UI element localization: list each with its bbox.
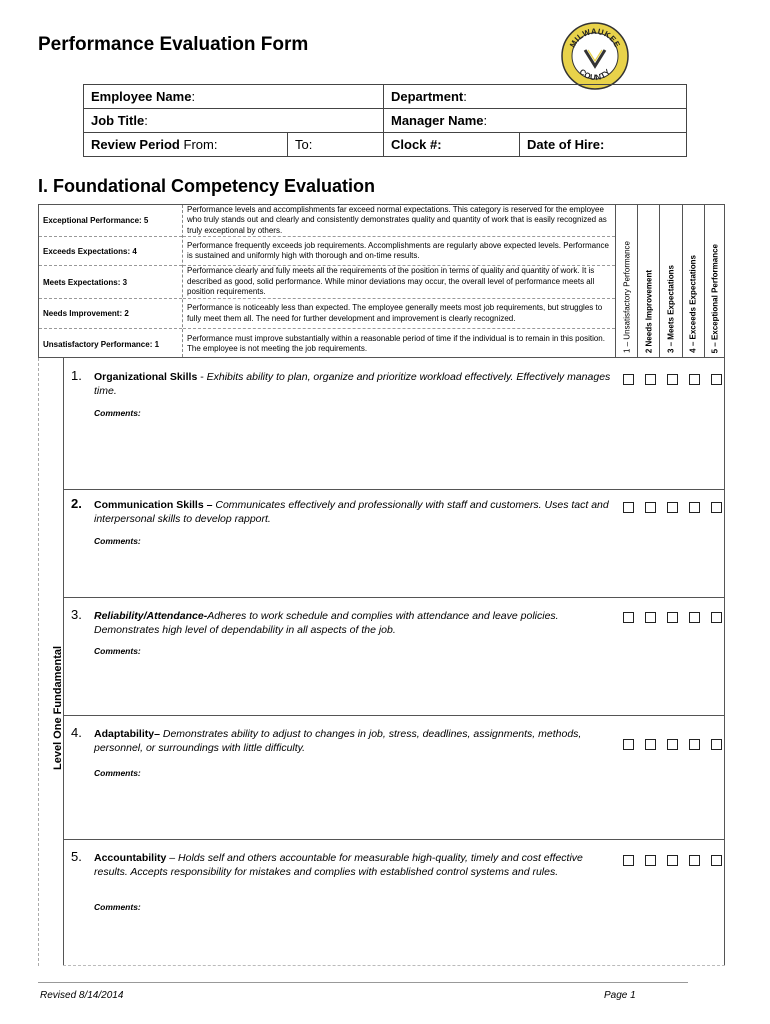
rating-checkbox-4[interactable] xyxy=(689,502,700,513)
rating-description: Performance clearly and fully meets all the requirements of the position in terms of quality and quantity of work. It is described as good, solid performance. While minor deviations may occur, the overall level of performance meets all position requirements. xyxy=(183,266,615,299)
rating-checkbox-5[interactable] xyxy=(711,612,722,623)
rating-checkbox-2[interactable] xyxy=(645,739,656,750)
review-period-from-cell[interactable]: Review Period From: xyxy=(84,133,288,157)
rating-checkbox-1[interactable] xyxy=(623,502,634,513)
manager-name-cell[interactable]: Manager Name: xyxy=(384,109,687,133)
rating-checkbox-3[interactable] xyxy=(667,739,678,750)
rating-column-4: 4 – Exceeds Expectations xyxy=(682,205,704,357)
rating-column-5: 5 – Exceptional Performance xyxy=(704,205,726,357)
rating-checkbox-4[interactable] xyxy=(689,855,700,866)
rating-label: Meets Expectations: 3 xyxy=(39,266,182,299)
revision-date: Revised 8/14/2014 xyxy=(40,990,124,1001)
page-number: Page 1 xyxy=(604,990,636,1001)
rating-checkboxes xyxy=(623,855,722,866)
form-title: Performance Evaluation Form xyxy=(38,34,309,55)
competency-text: Communication Skills – Communicates effectively and professionally with staff and customers. Uses tact and interpersonal skills to develop rapport. xyxy=(94,499,609,525)
rating-label: Unsatisfactory Performance: 1 xyxy=(43,339,160,349)
rating-checkbox-3[interactable] xyxy=(667,502,678,513)
rating-checkbox-5[interactable] xyxy=(711,374,722,385)
rating-checkboxes xyxy=(623,502,722,513)
footer-divider xyxy=(38,982,688,983)
rating-checkbox-3[interactable] xyxy=(667,855,678,866)
rating-checkbox-5[interactable] xyxy=(711,502,722,513)
rating-checkbox-2[interactable] xyxy=(645,612,656,623)
rating-checkbox-5[interactable] xyxy=(711,855,722,866)
seal-bottom-text: COUNTY xyxy=(577,67,613,83)
seal-top-text: MILWAUKEE xyxy=(568,26,622,50)
rating-checkbox-2[interactable] xyxy=(645,374,656,385)
milwaukee-county-seal xyxy=(561,22,629,90)
job-title-cell[interactable]: Job Title: xyxy=(84,109,384,133)
rating-column-3: 3 – Meets Expectations xyxy=(659,205,681,357)
rating-checkboxes xyxy=(623,612,722,623)
rating-checkbox-1[interactable] xyxy=(623,374,634,385)
section-title: I. Foundational Competency Evaluation xyxy=(38,176,376,196)
rating-label: Needs Improvement: 2 xyxy=(39,299,182,329)
rating-description: Performance levels and accomplishments far exceed normal expectations. This category is reserved for the employee who truly stands out and clearly and consistently demonstrates quality and quantity of work that is easily recognized as truly exceptional by others. xyxy=(183,205,615,237)
rating-legend xyxy=(38,204,725,358)
rating-label: Exceeds Expectations: 4 xyxy=(39,237,182,266)
rating-description: Performance is noticeably less than expected. The employee generally meets most job requirements, but struggles to fully meet them all. The need for further development and improvement is clearly recognized. xyxy=(183,299,615,329)
department-cell[interactable]: Department: xyxy=(384,85,687,109)
rating-checkbox-5[interactable] xyxy=(711,739,722,750)
rating-checkbox-3[interactable] xyxy=(667,612,678,623)
comments-label: Comments: xyxy=(94,768,141,778)
employee-info-table xyxy=(83,84,687,157)
competency-item-5: 5. Accountability – Holds self and others accountable for measurable high-quality, timely and cost effective results. Accepts responsibility for mistakes and complies with established control systems and rules. Comments: xyxy=(63,840,725,966)
competency-text: Reliability/Attendance-Adheres to work schedule and complies with attendance and leave policies. Demonstrates high level of dependability in all aspects of the job. xyxy=(94,610,559,636)
competency-text: Organizational Skills - Exhibits ability to plan, organize and prioritize workload effectively. Effectively manages time. xyxy=(94,371,611,397)
rating-checkbox-4[interactable] xyxy=(689,612,700,623)
rating-description: Performance frequently exceeds job requirements. Accomplishments are regularly above expected levels. Performance is sustained and uniformly high with thorough and on-time results. xyxy=(183,237,615,266)
date-of-hire-cell[interactable]: Date of Hire: xyxy=(520,133,687,157)
rating-checkbox-1[interactable] xyxy=(623,612,634,623)
comments-label: Comments: xyxy=(94,408,141,418)
rating-checkbox-3[interactable] xyxy=(667,374,678,385)
rating-checkbox-4[interactable] xyxy=(689,374,700,385)
rating-checkbox-1[interactable] xyxy=(623,739,634,750)
level-label: Level One Fundamental xyxy=(52,645,64,770)
competency-item-4: 4. Adaptability– Demonstrates ability to adjust to changes in job, stress, deadlines, assignments, methods, personnel, or surroundings with little difficulty. Comments: xyxy=(63,716,725,840)
clock-number-cell[interactable]: Clock #: xyxy=(384,133,520,157)
rating-column-1: 1 – Unsatisfactory Performance xyxy=(622,240,632,353)
rating-checkbox-2[interactable] xyxy=(645,502,656,513)
competency-item-1: 1. Organizational Skills - Exhibits ability to plan, organize and prioritize workload effectively. Effectively manages time. Comments: xyxy=(63,358,725,490)
rating-checkbox-4[interactable] xyxy=(689,739,700,750)
comments-label: Comments: xyxy=(94,536,141,546)
competency-item-3: 3. Reliability/Attendance-Adheres to work schedule and complies with attendance and leave policies. Demonstrates high level of dependability in all aspects of the job. Comments: xyxy=(63,598,725,716)
employee-name-cell[interactable]: Employee Name: xyxy=(84,85,384,109)
rating-checkboxes xyxy=(623,374,722,385)
rating-checkbox-1[interactable] xyxy=(623,855,634,866)
rating-column-2: 2 Needs Improvement xyxy=(637,205,659,357)
competency-text: Accountability – Holds self and others accountable for measurable high-quality, timely and cost effective results. Accepts responsibility for mistakes and complies with established control systems and rules. xyxy=(94,852,583,878)
rating-checkbox-2[interactable] xyxy=(645,855,656,866)
rating-label: Exceptional Performance: 5 xyxy=(39,205,182,237)
competency-item-2: 2. Communication Skills – Communicates effectively and professionally with staff and customers. Uses tact and interpersonal skills to develop rapport. Comments: xyxy=(63,490,725,598)
rating-description: Performance must improve substantially within a reasonable period of time if the individual is to remain in this position. The employee is not meeting the job requirements. xyxy=(187,333,605,353)
competency-text: Adaptability– Demonstrates ability to adjust to changes in job, stress, deadlines, assignments, methods, personnel, or surroundings with little difficulty. xyxy=(94,728,582,754)
comments-label: Comments: xyxy=(94,902,141,912)
review-period-to-cell[interactable]: To: xyxy=(288,133,384,157)
comments-label: Comments: xyxy=(94,646,141,656)
rating-checkboxes xyxy=(623,739,722,750)
